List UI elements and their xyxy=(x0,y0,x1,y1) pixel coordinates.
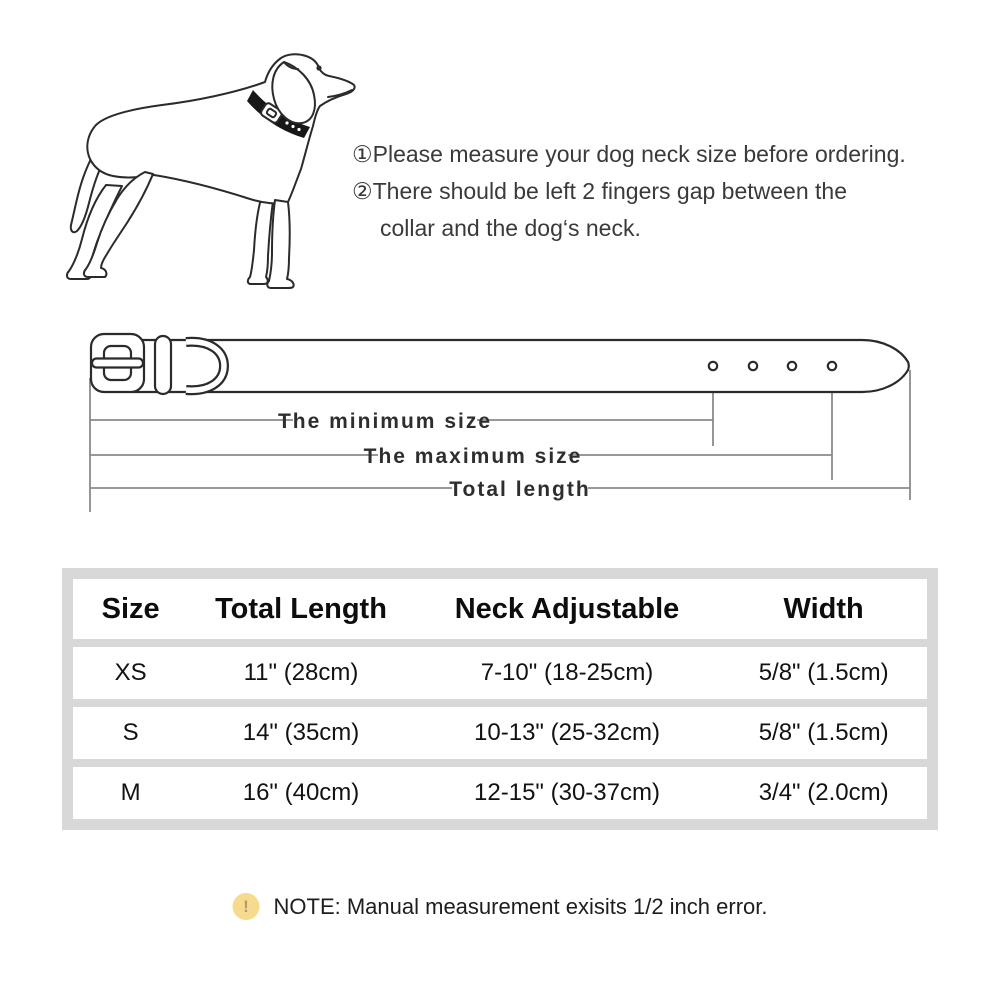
size-table-header-row xyxy=(73,579,927,639)
cell-size: S xyxy=(122,719,139,746)
cell-total-length: 14" (35cm) xyxy=(242,719,360,746)
size-table xyxy=(62,568,938,830)
collar-drawing xyxy=(91,334,909,394)
cell-size: M xyxy=(120,779,141,806)
instruction-line-3: collar and the dog‘s neck. xyxy=(380,215,641,241)
dog-body xyxy=(87,54,354,203)
maximum-size-label: The maximum size xyxy=(363,445,583,468)
measurement-note xyxy=(233,893,768,920)
cell-width: 3/4" (2.0cm) xyxy=(758,779,889,806)
col-header-size: Size xyxy=(101,592,160,625)
table-row-m xyxy=(73,767,927,819)
instruction-line-1: ①Please measure your dog neck size before ordering. xyxy=(352,141,906,167)
collar-measurement-diagram xyxy=(60,325,940,515)
cell-total-length: 16" (40cm) xyxy=(242,779,360,806)
cell-size: XS xyxy=(114,659,147,686)
exclamation-icon: ! xyxy=(233,893,260,920)
cell-total-length: 11" (28cm) xyxy=(243,659,359,686)
table-row-s xyxy=(73,707,927,759)
cell-neck-adjustable: 7-10" (18-25cm) xyxy=(480,659,654,686)
table-row-xs xyxy=(73,647,927,699)
dog-eye xyxy=(316,65,321,70)
dog-illustration xyxy=(50,40,370,300)
total-length-label: Total length xyxy=(449,478,591,501)
dog-front-leg-far xyxy=(248,199,273,284)
cell-width: 5/8" (1.5cm) xyxy=(758,659,889,686)
collar-buckle-prong xyxy=(92,359,143,368)
note-text: NOTE: Manual measurement exisits 1/2 inch error. xyxy=(273,893,768,919)
col-header-total-length: Total Length xyxy=(215,592,387,625)
cell-neck-adjustable: 10-13" (25-32cm) xyxy=(474,719,660,746)
col-header-neck-adjustable: Neck Adjustable xyxy=(454,592,680,625)
cell-width: 5/8" (1.5cm) xyxy=(758,719,889,746)
collar-keeper-loop xyxy=(155,336,171,394)
cell-neck-adjustable: 12-15" (30-37cm) xyxy=(474,779,660,806)
instruction-line-2: ②There should be left 2 fingers gap between the xyxy=(352,178,847,204)
minimum-size-label: The minimum size xyxy=(277,410,493,433)
col-header-width: Width xyxy=(783,592,864,625)
instructions xyxy=(352,136,906,247)
